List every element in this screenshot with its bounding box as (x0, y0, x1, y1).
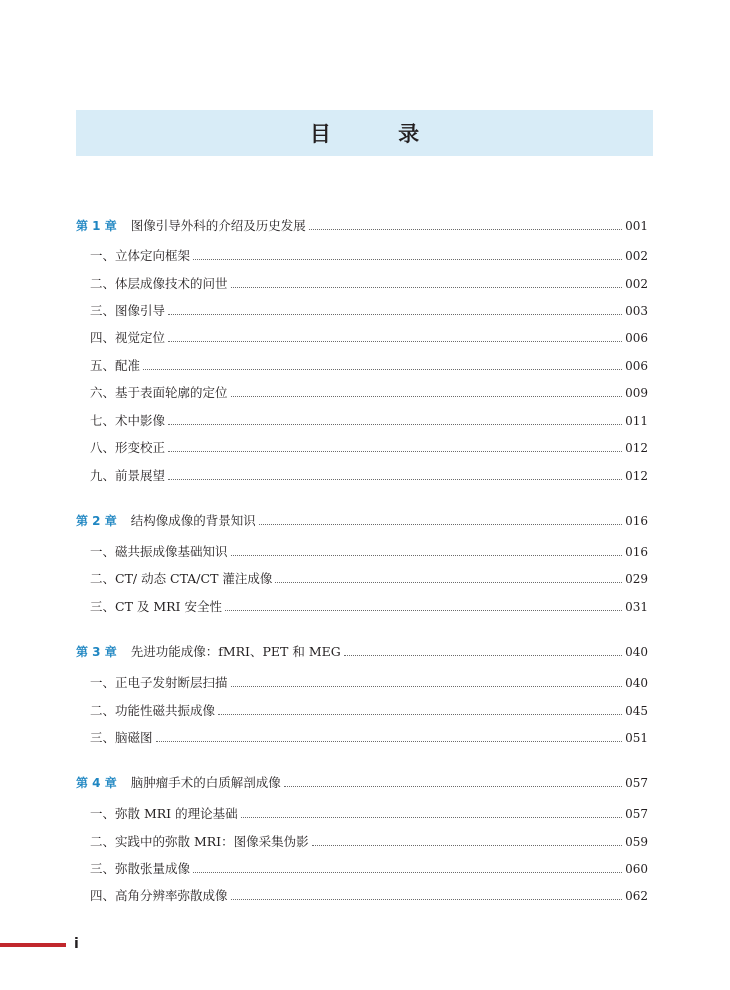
dot-leader (231, 286, 623, 288)
section-title: 五、配准 (90, 358, 141, 373)
section-title: 四、高角分辨率弥散成像 (90, 888, 228, 903)
section-title: 二、CT/ 动态 CTA/CT 灌注成像 (90, 571, 273, 586)
toc-section[interactable] (90, 356, 648, 376)
toc-section[interactable] (90, 728, 648, 748)
section-title: 八、形变校正 (90, 440, 166, 455)
section-title: 二、体层成像技术的问世 (90, 276, 228, 291)
chapter-title: 先进功能成像：fMRI、PET 和 MEG (130, 644, 341, 659)
chapter-number: 第 3 章 (76, 645, 117, 659)
dot-leader (241, 816, 622, 818)
toc-section[interactable] (90, 859, 648, 879)
footer-accent-bar (0, 943, 66, 947)
toc-section[interactable] (90, 886, 648, 906)
toc-section[interactable] (90, 701, 648, 721)
toc-section[interactable] (90, 804, 648, 824)
toc-section[interactable] (90, 438, 648, 458)
dot-leader (312, 844, 622, 846)
dot-leader (193, 871, 622, 873)
page-number: 059 (625, 835, 648, 849)
toc-section[interactable] (90, 246, 648, 266)
page-number: 040 (625, 676, 648, 690)
dot-leader (309, 228, 622, 230)
dot-leader (168, 450, 622, 452)
dot-leader (284, 785, 622, 787)
dot-leader (156, 740, 623, 742)
section-title: 三、CT 及 MRI 安全性 (90, 599, 222, 614)
toc-section[interactable] (90, 274, 648, 294)
toc-chapter-3[interactable] (76, 642, 648, 662)
chapter-number: 第 1 章 (76, 219, 117, 233)
section-title: 一、立体定向框架 (90, 248, 191, 263)
page-number: 012 (625, 441, 648, 455)
section-title: 三、图像引导 (90, 303, 166, 318)
dot-leader (225, 609, 622, 611)
page-number: 057 (625, 807, 648, 821)
toc-section[interactable] (90, 597, 648, 617)
dot-leader (231, 554, 623, 556)
chapter-number: 第 4 章 (76, 776, 117, 790)
chapter-title: 结构像成像的背景知识 (130, 513, 256, 528)
folio-page-number: i (74, 936, 79, 952)
toc-chapter-2[interactable] (76, 511, 648, 531)
toc-section[interactable] (90, 569, 648, 589)
toc-section[interactable] (90, 383, 648, 403)
chapter-title: 脑肿瘤手术的白质解剖成像 (130, 775, 281, 790)
section-title: 二、功能性磁共振成像 (90, 703, 216, 718)
page-number: 002 (625, 277, 648, 291)
toc-section[interactable] (90, 832, 648, 852)
toc-section[interactable] (90, 328, 648, 348)
dot-leader (168, 340, 622, 342)
section-title: 六、基于表面轮廓的定位 (90, 385, 228, 400)
section-title: 七、术中影像 (90, 413, 166, 428)
page-number: 003 (625, 304, 648, 318)
toc-chapter-4[interactable] (76, 773, 648, 793)
toc-section[interactable] (90, 411, 648, 431)
toc-chapter-1[interactable] (76, 216, 648, 236)
dot-leader (259, 523, 622, 525)
page-number: 001 (625, 219, 648, 233)
dot-leader (231, 685, 623, 687)
page-number: 057 (625, 776, 648, 790)
toc-section[interactable] (90, 466, 648, 486)
dot-leader (275, 581, 622, 583)
page-number: 060 (625, 862, 648, 876)
chapter-title: 图像引导外科的介绍及历史发展 (130, 218, 306, 233)
section-title: 四、视觉定位 (90, 330, 166, 345)
page-number: 016 (625, 545, 648, 559)
section-title: 三、脑磁图 (90, 730, 153, 745)
page-number: 006 (625, 359, 648, 373)
dot-leader (231, 395, 623, 397)
section-title: 一、弥散 MRI 的理论基础 (90, 806, 238, 821)
section-title: 二、实践中的弥散 MRI：图像采集伪影 (90, 834, 309, 849)
page-number: 011 (625, 414, 648, 428)
page-number: 062 (625, 889, 648, 903)
page-number: 031 (625, 600, 648, 614)
toc-section[interactable] (90, 542, 648, 562)
page-number: 045 (625, 704, 648, 718)
section-title: 一、磁共振成像基础知识 (90, 544, 228, 559)
section-title: 三、弥散张量成像 (90, 861, 191, 876)
page-number: 016 (625, 514, 648, 528)
section-title: 九、前景展望 (90, 468, 166, 483)
page-number: 002 (625, 249, 648, 263)
dot-leader (168, 478, 622, 480)
dot-leader (168, 423, 622, 425)
toc-section[interactable] (90, 673, 648, 693)
page-number: 012 (625, 469, 648, 483)
dot-leader (344, 654, 622, 656)
title-banner (76, 110, 653, 156)
page-number: 040 (625, 645, 648, 659)
page-number: 006 (625, 331, 648, 345)
page-number: 009 (625, 386, 648, 400)
section-title: 一、正电子发射断层扫描 (90, 675, 228, 690)
dot-leader (143, 368, 622, 370)
dot-leader (231, 898, 623, 900)
page-number: 051 (625, 731, 648, 745)
page-title: 目 录 (309, 122, 450, 146)
toc-section[interactable] (90, 301, 648, 321)
dot-leader (168, 313, 622, 315)
chapter-number: 第 2 章 (76, 514, 117, 528)
dot-leader (218, 713, 622, 715)
dot-leader (193, 258, 622, 260)
page-number: 029 (625, 572, 648, 586)
